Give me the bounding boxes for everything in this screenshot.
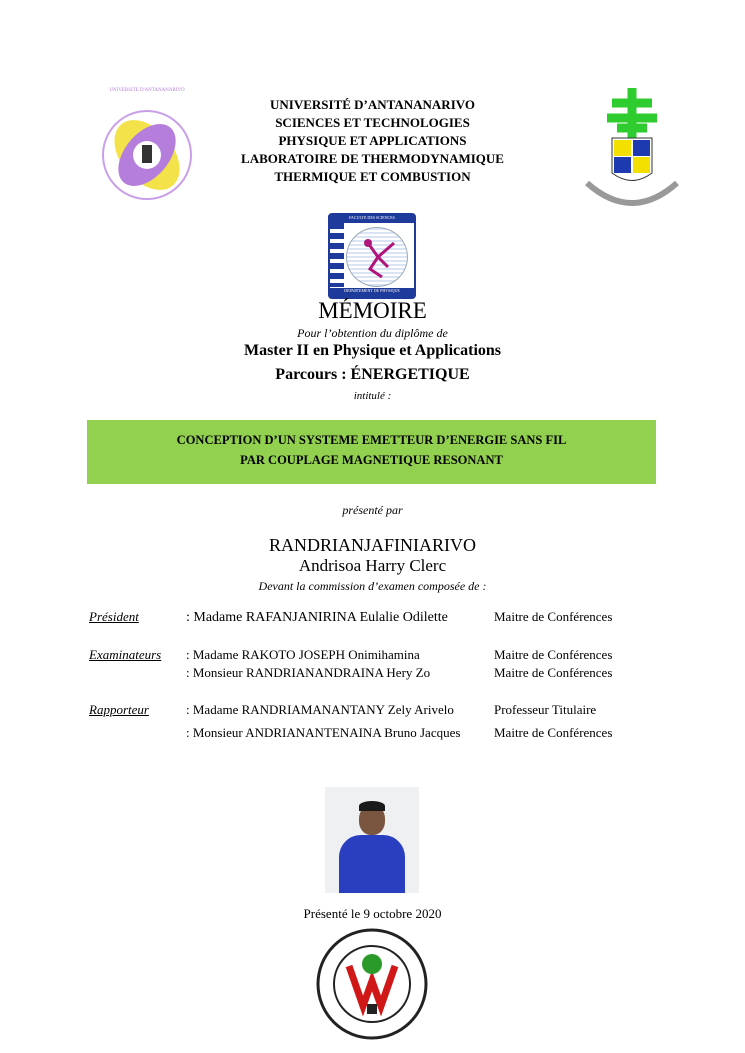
jury-rank: Professeur Titulaire [494,702,597,717]
presentation-date: Présenté le 9 octobre 2020 [303,906,442,921]
jury-rank: Maitre de Conférences [494,609,613,624]
jury-name: : Monsieur ANDRIANANTENAINA Bruno Jacques [186,725,461,740]
author-photo [325,787,419,893]
header-line: UNIVERSITÉ D’ANTANANARIVO [270,97,475,112]
author-given-name: Andrisoa Harry Clerc [298,556,447,575]
ime-logo [313,926,431,1042]
jury-name: : Madame RAKOTO JOSEPH Onimihamina [186,647,420,662]
committee-intro: Devant la commission d’examen composée de : [258,579,487,593]
physics-department-logo [328,213,416,299]
jury-name: : Madame RAFANJANIRINA Eulalie Odilette [186,610,448,625]
subtitle: Pour l’obtention du diplôme de [297,326,448,340]
presented-by-label: présenté par [342,503,403,517]
author-surname: RANDRIANJAFINIARIVO [269,535,476,555]
degree: Master II en Physique et Applications [243,342,502,359]
thesis-title-line: PAR COUPLAGE MAGNETIQUE RESONANT [240,453,503,467]
header-line: PHYSIQUE ET APPLICATIONS [278,133,467,148]
jury-role: Rapporteur [89,702,149,717]
jury-rank: Maitre de Conférences [494,665,613,680]
header-line: THERMIQUE ET COMBUSTION [274,169,471,184]
jury-role: Examinateurs [89,647,162,662]
jury-rank: Maitre de Conférences [494,725,613,740]
document-title: MÉMOIRE [318,298,427,323]
logo-caption: DEPARTEMENT DE PHYSIQUE [330,288,414,297]
track: Parcours : ÉNERGETIQUE [275,366,470,383]
logo-caption: FACULTE DES SCIENCES [330,215,414,223]
header-line: SCIENCES ET TECHNOLOGIES [275,115,470,130]
jury-role: Président [89,609,139,624]
thesis-title-box [87,420,656,484]
header-line: LABORATOIRE DE THERMODYNAMIQUE [241,151,504,166]
thesis-title-line: CONCEPTION D’UN SYSTEME EMETTEUR D’ENERGIE SANS FIL [176,433,567,447]
intitule-label: intitulé : [353,390,392,402]
logo-caption: UNIVERSITE D'ANTANANARIVO [109,88,185,93]
institution-header [0,96,745,186]
jury-rank: Maitre de Conférences [494,647,613,662]
jury-name: : Madame RANDRIAMANANTANY Zely Arivelo [186,702,454,717]
jury-name: : Monsieur RANDRIANANDRAINA Hery Zo [186,665,431,680]
